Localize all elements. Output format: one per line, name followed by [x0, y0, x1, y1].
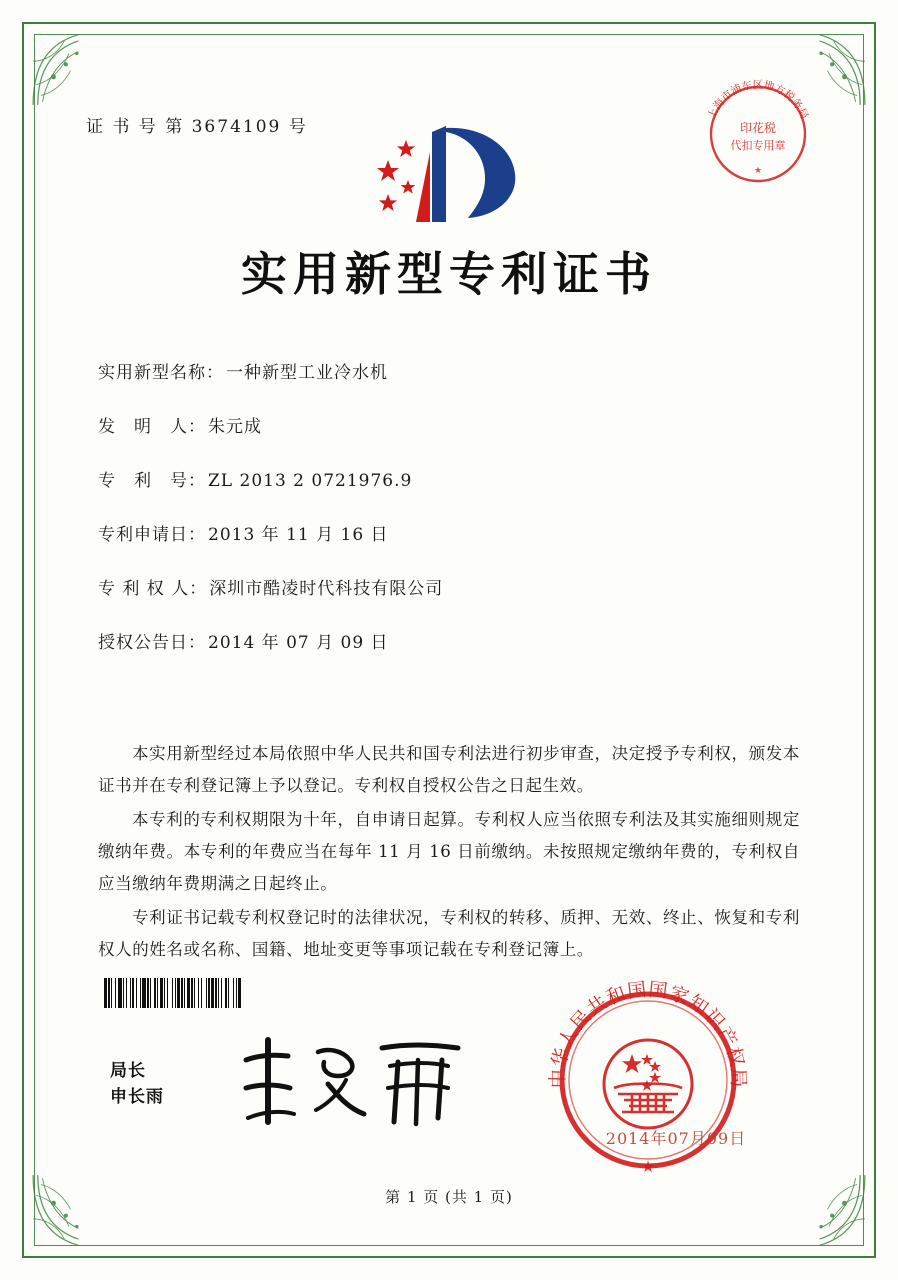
svg-text:中华人民共和国国家知识产权局: 中华人民共和国国家知识产权局 — [546, 978, 750, 1089]
paragraph-3: 专利证书记载专利权登记时的法律状况，专利权的转移、质押、无效、终止、恢复和专利权人的姓名或名称、国籍、地址变更等事项记载在专利登记簿上。 — [98, 908, 800, 959]
field-value: 一种新型工业冷水机 — [226, 363, 388, 383]
national-seal-icon — [540, 972, 756, 1188]
field-row-utility-model-name — [98, 358, 798, 383]
certificate-number: 证 书 号 第 3674109 号 — [86, 117, 308, 137]
field-label: 实用新型名称： — [98, 363, 224, 383]
field-row-patentee — [98, 574, 798, 599]
corner-ornament-bottom-right — [790, 1172, 868, 1250]
field-row-patent-number — [98, 466, 798, 491]
svg-text:★: ★ — [753, 166, 763, 176]
seal-date: 2014年07月09日 — [605, 1129, 747, 1148]
field-value: 2014 年 07 月 09 日 — [208, 633, 389, 653]
corner-ornament-bottom-left — [30, 1172, 108, 1250]
field-list — [98, 358, 798, 682]
field-label: 授权公告日： — [98, 633, 206, 653]
signature-block — [110, 1058, 164, 1110]
handwritten-signature-icon — [232, 1026, 482, 1136]
field-row-grant-announcement-date — [98, 628, 798, 653]
svg-text:上海市浦东区地方税务局: 上海市浦东区地方税务局 — [705, 79, 811, 121]
field-row-application-date — [98, 520, 798, 545]
field-label: 专 利 号： — [98, 471, 206, 491]
field-value: 2013 年 11 月 16 日 — [208, 525, 389, 545]
field-row-inventor — [98, 412, 798, 437]
field-label: 发 明 人： — [98, 417, 206, 437]
signer-role: 局长 — [110, 1061, 146, 1081]
field-value: ZL 2013 2 0721976.9 — [208, 471, 413, 491]
page-footer: 第 1 页 (共 1 页) — [385, 1188, 513, 1206]
signer-name: 申长雨 — [110, 1087, 164, 1107]
paragraph-2: 本专利的专利权期限为十年，自申请日起算。专利权人应当依照专利法及其实施细则规定缴纳年费。本专利的年费应当在每年 11 月 16 日前缴纳。未按照规定缴纳年费的，专利权自应当缴纳年费期满之日起终止。 — [98, 810, 800, 893]
field-label: 专利申请日： — [98, 525, 206, 545]
paragraph-1: 本实用新型经过本局依照中华人民共和国专利法进行初步审查，决定授予专利权，颁发本证书并在专利登记簿上予以登记。专利权自授权公告之日起生效。 — [98, 744, 800, 795]
svg-text:代扣专用章: 代扣专用章 — [730, 139, 786, 152]
page-title: 实用新型专利证书 — [241, 247, 657, 301]
cnipa-logo-icon — [372, 118, 524, 228]
field-value: 朱元成 — [208, 417, 262, 437]
corner-ornament-top-left — [30, 30, 108, 108]
body-text — [98, 738, 800, 968]
tax-stamp-icon — [696, 72, 820, 196]
barcode — [104, 978, 362, 1008]
field-label: 专 利 权 人： — [98, 579, 208, 599]
svg-text:印花税: 印花税 — [739, 121, 777, 135]
field-value: 深圳市酷凌时代科技有限公司 — [209, 579, 444, 599]
svg-text:★: ★ — [640, 1157, 656, 1176]
